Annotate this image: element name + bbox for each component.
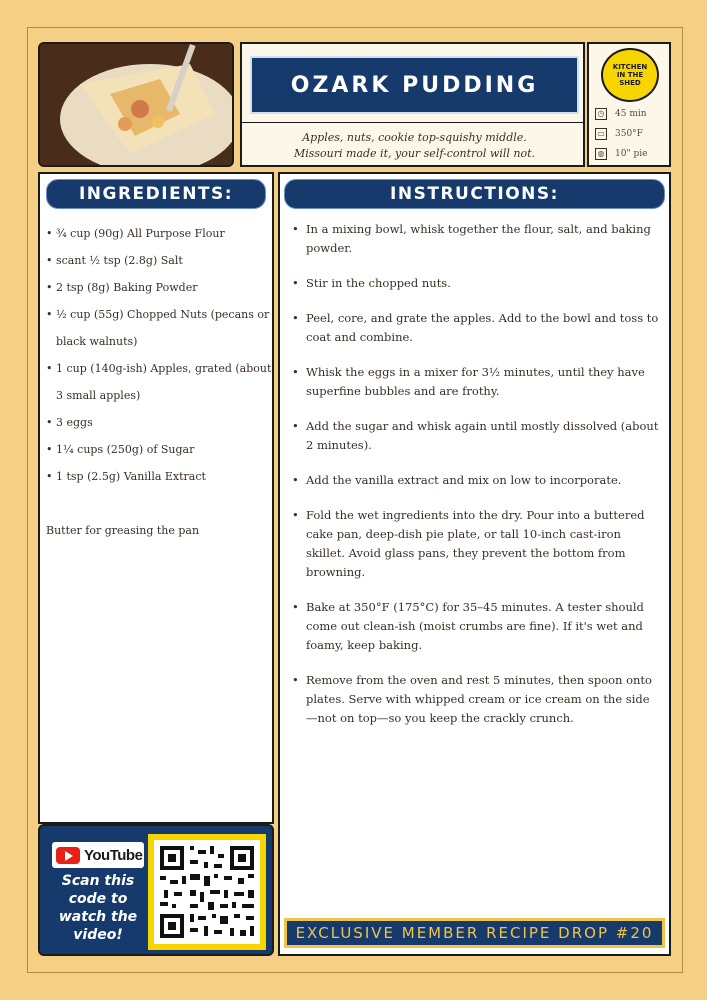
video-cta: Scan this code to watch the video!: [58, 873, 138, 943]
title-banner: [250, 56, 579, 114]
instruction-step: • Whisk the eggs in a mixer for 3½ minutes, until they have superfine bubbles and are frothy.: [288, 363, 660, 401]
instruction-step: • Fold the wet ingredients into the dry. Pour into a buttered cake pan, deep-dish pie plate, or tall 10-inch cast-iron skillet. Avoid glass pans, they prevent the bottom from browning.: [288, 506, 660, 582]
youtube-logo[interactable]: [52, 842, 144, 868]
ingredient-item: • 3 eggs: [46, 409, 272, 436]
meta-temp: [595, 128, 643, 140]
meta-temp-value: 350°F: [615, 129, 643, 139]
logo-line-2: IN THE: [616, 71, 644, 79]
instruction-step: • In a mixing bowl, whisk together the flour, salt, and baking powder.: [288, 220, 660, 258]
ingredients-list: [46, 220, 272, 490]
ingredients-panel: [38, 172, 274, 824]
video-panel[interactable]: [38, 824, 274, 956]
pan-icon: ◍: [595, 148, 607, 160]
tagline-line-2: Missouri made it, your self-control will not.: [293, 147, 536, 160]
recipe-title: OZARK PUDDING: [290, 72, 539, 98]
logo-line-3: SHED: [619, 79, 641, 87]
youtube-wordmark: YouTube: [84, 846, 143, 864]
qr-code-icon[interactable]: [154, 840, 260, 944]
ingredient-item: • 1¼ cups (250g) of Sugar: [46, 436, 272, 463]
ingredient-item: • scant ½ tsp (2.8g) Salt: [46, 247, 272, 274]
ingredient-note: Butter for greasing the pan: [46, 524, 200, 537]
instruction-step: • Stir in the chopped nuts.: [288, 274, 660, 293]
brand-logo: [601, 48, 659, 102]
recipe-photo: [38, 42, 234, 167]
instruction-step: • Peel, core, and grate the apples. Add to the bowl and toss to coat and combine.: [288, 309, 660, 347]
recipe-tagline: [250, 130, 579, 162]
instruction-step: • Add the sugar and whisk again until mostly dissolved (about 2 minutes).: [288, 417, 660, 455]
meta-time: [595, 108, 647, 120]
recipe-meta-card: [587, 42, 671, 167]
instructions-panel: [278, 172, 671, 956]
instructions-list: [288, 220, 660, 728]
instruction-step: • Add the vanilla extract and mix on low to incorporate.: [288, 471, 660, 490]
meta-time-value: 45 min: [615, 109, 647, 119]
divider: [242, 122, 583, 128]
ingredient-item: • ¾ cup (90g) All Purpose Flour: [46, 220, 272, 247]
qr-pattern: [154, 840, 260, 944]
oven-icon: ▭: [595, 128, 607, 140]
instruction-step: • Remove from the oven and rest 5 minutes, then spoon onto plates. Serve with whipped cream or ice cream on the side—not on top—so you keep the crackly crunch.: [288, 671, 660, 728]
ingredient-item: • ½ cup (55g) Chopped Nuts (pecans or black walnuts): [46, 301, 272, 355]
ingredient-item: • 1 cup (140g-ish) Apples, grated (about 3 small apples): [46, 355, 272, 409]
ingredients-header: INGREDIENTS:: [46, 179, 266, 209]
title-card: [240, 42, 585, 167]
meta-pan: [595, 148, 647, 160]
logo-line-1: KITCHEN: [612, 63, 648, 71]
qr-frame[interactable]: [148, 834, 266, 950]
meta-pan-value: 10" pie: [615, 149, 648, 159]
ingredient-item: • 2 tsp (8g) Baking Powder: [46, 274, 272, 301]
instructions-header: INSTRUCTIONS:: [284, 179, 665, 209]
ingredient-item: • 1 tsp (2.5g) Vanilla Extract: [46, 463, 272, 490]
member-drop-banner: EXCLUSIVE MEMBER RECIPE DROP #20: [284, 918, 665, 948]
play-icon: [56, 847, 80, 864]
tagline-line-1: Apples, nuts, cookie top-squishy middle.: [302, 131, 527, 144]
pudding-image: [40, 44, 234, 167]
clock-icon: ◷: [595, 108, 607, 120]
instruction-step: • Bake at 350°F (175°C) for 35–45 minutes. A tester should come out clean-ish (moist crumbs are fine). If it's wet and foamy, keep baking.: [288, 598, 660, 655]
